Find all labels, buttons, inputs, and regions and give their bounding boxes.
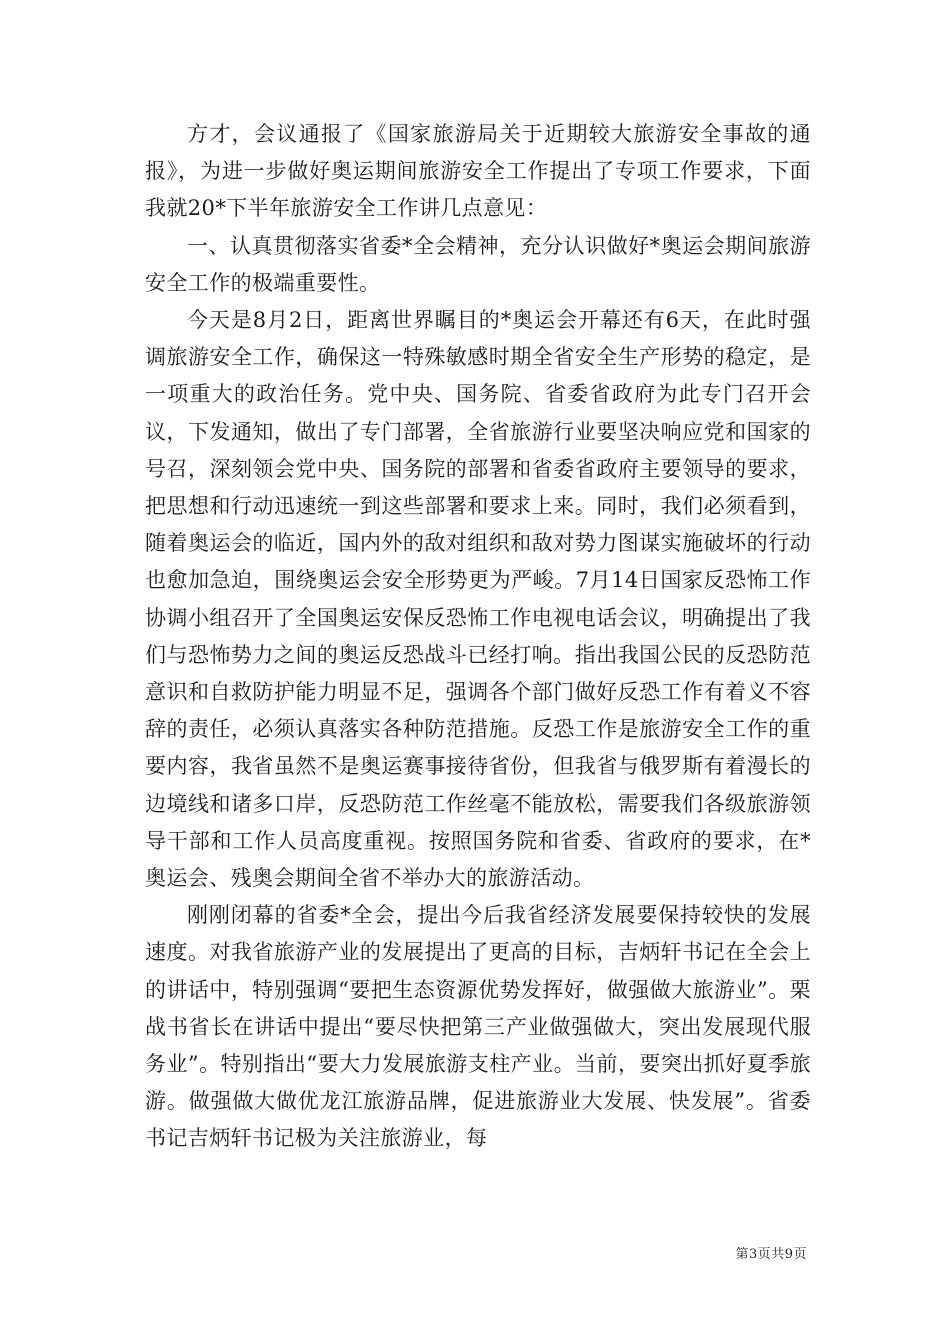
paragraph-intro: 方才，会议通报了《国家旅游局关于近期较大旅游安全事故的通报》，为进一步做好奥运期间旅游安全工作提出了专项工作要求，下面我就20*下半年旅游安全工作讲几点意见： [145,122,811,221]
document-body [145,116,811,1158]
paragraph-olympic-security: 今天是8月2日，距离世界瞩目的*奥运会开幕还有6天，在此时强调旅游安全工作，确保这一特殊敏感时期全省安全生产形势的稳定，是一项重大的政治任务。党中央、国务院、省委省政府为此专门召开会议，下发通知，做出了专门部署，全省旅游行业要坚决响应党和国家的号召，深刻领会党中央、国务院的部署和省委省政府主要领导的要求，把思想和行动迅速统一到这些部署和要求上来。同时，我们必须看到，随着奥运会的临近，国内外的敌对组织和敌对势力图谋实施破坏的行动也愈加急迫，围绕奥运会安全形势更为严峻。7月14日国家反恐怖工作协调小组召开了全国奥运安保反恐怖工作电视电话会议，明确提出了我们与恐怖势力之间的奥运反恐战斗已经打响。指出我国公民的反恐防范意识和自救防护能力明显不足，强调各个部门做好反恐工作有着义不容辞的责任，必须认真落实各种防范措施。反恐工作是旅游安全工作的重要内容，我省虽然不是奥运赛事接待省份，但我省与俄罗斯有着漫长的边境线和诸多口岸，反恐防范工作丝毫不能放松，需要我们各级旅游领导干部和工作人员高度重视。按照国务院和省委、省政府的要求，在*奥运会、残奥会期间全省不举办大的旅游活动。 [145,308,811,891]
paragraph-plenary-session: 刚刚闭幕的省委*全会，提出今后我省经济发展要保持较快的发展速度。对我省旅游产业的发展提出了更高的目标，吉炳轩书记在全会上的讲话中，特别强调“要把生态资源优势发挥好，做强做大旅游业”。栗战书省长在讲话中提出“要尽快把第三产业做强做大，突出发展现代服务业”。特别指出“要大力发展旅游支柱产业。当前，要突出抓好夏季旅游。做强做大做优龙江旅游品牌，促进旅游业大发展、快发展”。省委书记吉炳轩书记极为关注旅游业，每 [145,903,811,1151]
section-heading-one: 一、认真贯彻落实省委*全会精神，充分认识做好*奥运会期间旅游安全工作的极端重要性。 [145,233,811,295]
page-number: 第3页共9页 [735,1247,807,1262]
